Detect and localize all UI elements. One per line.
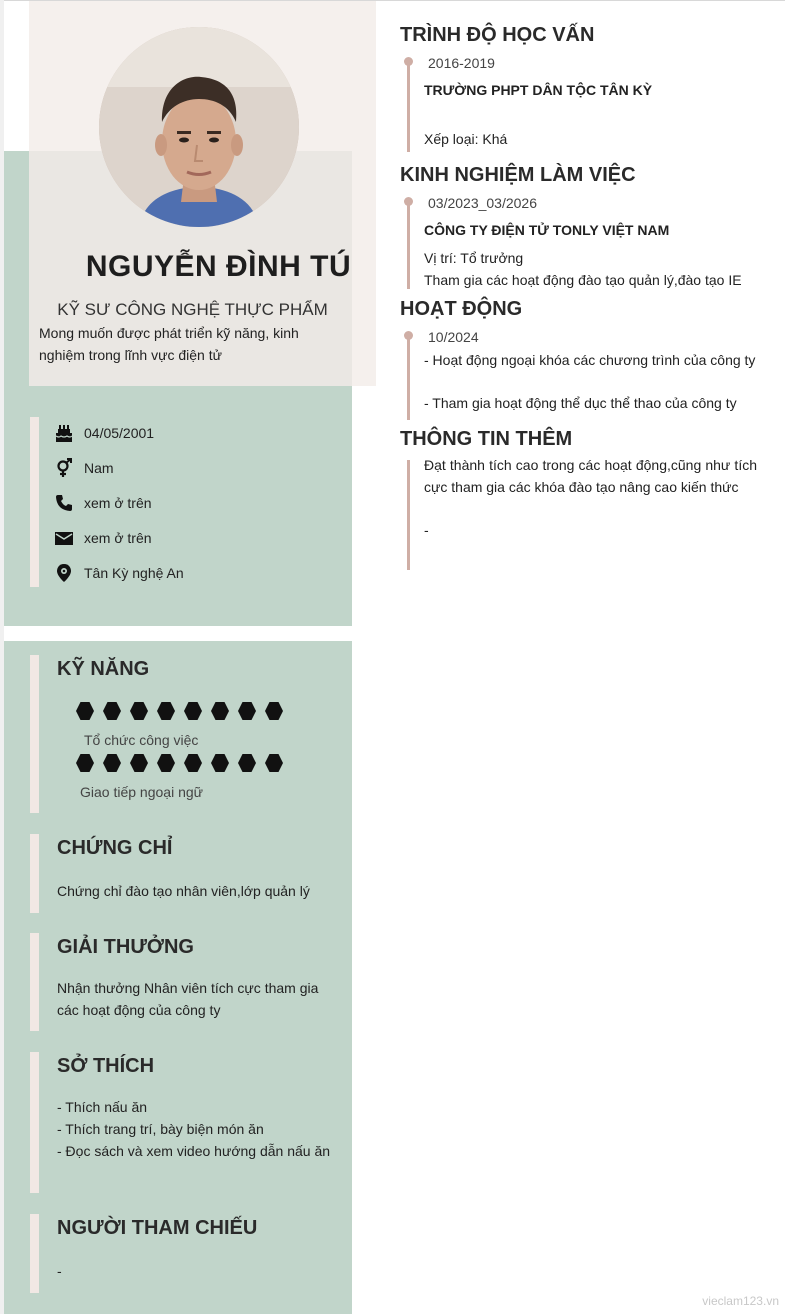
experience-position: Vị trí: Tổ trưởng — [424, 250, 524, 266]
rating-hexagon — [76, 754, 94, 772]
rating-hexagon — [157, 702, 175, 720]
education-period: 2016-2019 — [428, 55, 495, 71]
references-heading: NGƯỜI THAM CHIẾU — [57, 1217, 258, 1239]
activities-item: - Hoạt động ngoại khóa các chương trình của công ty — [424, 352, 756, 368]
experience-heading: KINH NGHIỆM LÀM VIỆC — [400, 164, 636, 186]
gender-value: Nam — [84, 460, 114, 476]
contact-address — [54, 561, 184, 585]
rating-hexagon — [76, 702, 94, 720]
skills-heading: KỸ NĂNG — [57, 658, 150, 680]
contact-accent-bar — [30, 417, 39, 587]
contact-birthday — [54, 421, 154, 445]
education-school: TRƯỜNG PHPT DÂN TỘC TÂN KỲ — [424, 82, 653, 98]
activities-heading: HOẠT ĐỘNG — [400, 298, 523, 320]
awards-text: Nhận thưởng Nhân viên tích cực tham gia các hoạt động của công ty — [57, 980, 319, 1018]
activities-item: - Tham gia hoạt động thể dục thể thao của công ty — [424, 395, 737, 411]
rating-hexagon — [184, 754, 202, 772]
references-text: - — [57, 1263, 62, 1279]
rating-hexagon — [130, 702, 148, 720]
experience-period: 03/2023_03/2026 — [428, 195, 537, 211]
job-title: KỸ SƯ CÔNG NGHỆ THỰC PHẨM — [57, 300, 328, 319]
certificates-text: Chứng chỉ đào tạo nhân viên,lớp quản lý — [57, 883, 310, 899]
additional-heading: THÔNG TIN THÊM — [400, 428, 573, 450]
avatar — [99, 27, 299, 227]
rating-hexagon — [265, 702, 283, 720]
activities-period: 10/2024 — [428, 329, 479, 345]
education-timeline — [407, 62, 410, 152]
experience-description: Tham gia các hoạt động đào tạo quản lý,đào tạo IE — [424, 272, 742, 288]
address-value: Tân Kỳ nghệ An — [84, 565, 184, 581]
watermark: vieclam123.vn — [702, 1294, 779, 1308]
rating-hexagon — [238, 754, 256, 772]
hobby-item: - Đọc sách và xem video hướng dẫn nấu ăn — [57, 1143, 331, 1159]
phone-value: xem ở trên — [84, 495, 152, 511]
skill-label: Giao tiếp ngoại ngữ — [80, 784, 204, 800]
email-icon — [54, 528, 74, 548]
location-icon — [54, 563, 74, 583]
hobbies-accent-bar — [30, 1052, 39, 1193]
hobby-item: - Thích trang trí, bày biện món ăn — [57, 1121, 264, 1137]
contact-email[interactable] — [54, 526, 152, 550]
skills-accent-bar — [30, 655, 39, 813]
additional-extra: - — [424, 522, 429, 538]
rating-hexagon — [157, 754, 175, 772]
education-heading: TRÌNH ĐỘ HỌC VẤN — [400, 24, 595, 46]
timeline-dot — [404, 57, 413, 66]
additional-timeline — [407, 460, 410, 570]
birthday-value: 04/05/2001 — [84, 425, 155, 441]
rating-hexagon — [211, 754, 229, 772]
skill-rating — [76, 754, 283, 774]
certificates-heading: CHỨNG CHỈ — [57, 837, 173, 859]
rating-hexagon — [103, 754, 121, 772]
phone-icon — [54, 493, 74, 513]
rating-hexagon — [184, 702, 202, 720]
timeline-dot — [404, 331, 413, 340]
skill-label: Tổ chức công việc — [84, 732, 199, 748]
timeline-dot — [404, 197, 413, 206]
hobby-item: - Thích nấu ăn — [57, 1099, 148, 1115]
certificates-accent-bar — [30, 834, 39, 913]
rating-hexagon — [130, 754, 148, 772]
gender-icon — [54, 458, 74, 478]
rating-hexagon — [103, 702, 121, 720]
awards-heading: GIẢI THƯỞNG — [57, 936, 194, 958]
rating-hexagon — [265, 754, 283, 772]
hobbies-list — [57, 1096, 332, 1162]
rating-hexagon — [238, 702, 256, 720]
references-accent-bar — [30, 1214, 39, 1293]
additional-text: Đạt thành tích cao trong các hoạt động,cũng như tích cực tham gia các khóa đào tạo nâng cao kiến thức — [424, 457, 757, 495]
experience-timeline — [407, 202, 410, 289]
email-value: xem ở trên — [84, 530, 152, 546]
candidate-name: NGUYỄN ĐÌNH TÚ — [85, 250, 352, 283]
contact-gender — [54, 456, 114, 480]
contact-phone[interactable] — [54, 491, 152, 515]
education-rank: Xếp loại: Khá — [424, 131, 508, 147]
cake-icon — [54, 423, 74, 443]
awards-accent-bar — [30, 933, 39, 1031]
career-objective: Mong muốn được phát triển kỹ năng, kinh nghiệm trong lĩnh vực điện tử — [39, 325, 299, 363]
skill-rating — [76, 702, 283, 722]
activities-timeline — [407, 336, 410, 420]
hobbies-heading: SỞ THÍCH — [57, 1055, 155, 1077]
experience-company: CÔNG TY ĐIỆN TỬ TONLY VIỆT NAM — [424, 222, 670, 238]
rating-hexagon — [211, 702, 229, 720]
